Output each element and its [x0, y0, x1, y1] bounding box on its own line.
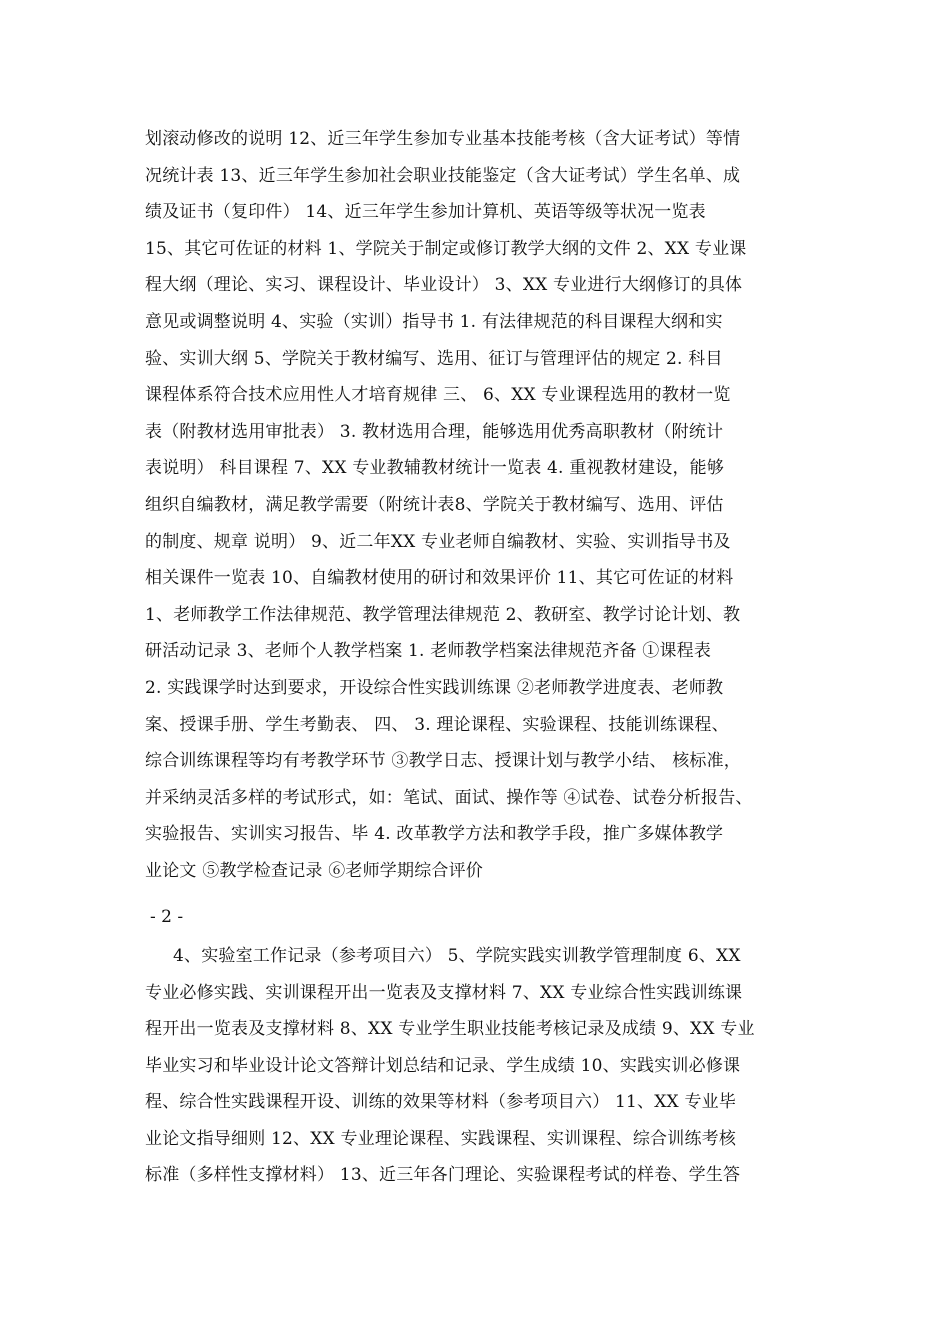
text-line: 业论文 ⑤教学检查记录 ⑥老师学期综合评价 [145, 860, 484, 881]
text-line: 程大纲（理论、实习、课程设计、毕业设计） 3、XX 专业进行大纲修订的具体 [145, 275, 743, 296]
text-line: 表（附教材选用审批表） 3. 教材选用合理，能够选用优秀高职教材（附统计 [145, 421, 724, 442]
text-line: 案、授课手册、学生考勤表、 四、 3. 理论课程、实验课程、技能训练课程、 [145, 714, 729, 735]
text-line: 1、老师教学工作法律规范、教学管理法律规范 2、教研室、教学讨论计划、教 [145, 604, 741, 625]
text-line: 研活动记录 3、老师个人教学档案 1. 老师教学档案法律规范齐备 ①课程表 [145, 641, 712, 662]
text-line: 标准（多样性支撑材料） 13、近三年各门理论、实验课程考试的样卷、学生答 [145, 1165, 741, 1185]
text-line: 2. 实践课学时达到要求，开设综合性实践训练课 ②老师教学进度表、老师教 [145, 677, 724, 698]
text-line: 毕业实习和毕业设计论文答辩计划总结和记录、学生成绩 10、实践实训必修课 [145, 1055, 741, 1076]
text-line-indented: 4、实验室工作记录（参考项目六） 5、学院实践实训教学管理制度 6、XX [173, 946, 741, 966]
text-line: 15、其它可佐证的材料 1、学院关于制定或修订教学大纲的文件 2、XX 专业课 [145, 238, 747, 259]
text-line: 绩及证书（复印件） 14、近三年学生参加计算机、英语等级等状况一览表 [145, 202, 706, 223]
text-line: 况统计表 13、近三年学生参加社会职业技能鉴定（含大证考试）学生名单、成 [145, 165, 741, 186]
text-line: 组织自编教材，满足教学需要（附统计表8、学院关于教材编写、选用、评估 [145, 494, 724, 515]
text-line: 程开出一览表及支撑材料 8、XX 专业学生职业技能考核记录及成绩 9、XX 专业 [145, 1019, 755, 1039]
text-line: 并采纳灵活多样的考试形式，如：笔试、面试、操作等 ④试卷、试卷分析报告、 [145, 787, 753, 808]
text-block-lower [145, 938, 835, 1194]
text-line: 划滚动修改的说明 12、近三年学生参加专业基本技能考核（含大证考试）等情 [145, 129, 741, 149]
text-line: 验、实训大纲 5、学院关于教材编写、选用、征订与管理评估的规定 2. 科目 [145, 348, 723, 369]
text-line: 的制度、规章 说明） 9、近二年XX 专业老师自编教材、实验、实训指导书及 [145, 531, 731, 552]
text-line: 程、综合性实践课程开设、训练的效果等材料（参考项目六） 11、XX 专业毕 [145, 1092, 737, 1112]
text-line: 实验报告、实训实习报告、毕 4. 改革教学方法和教学手段，推广多媒体教学 [145, 824, 724, 845]
text-line: 业论文指导细则 12、XX 专业理论课程、实践课程、实训课程、综合训练考核 [145, 1128, 737, 1149]
text-block-upper [145, 121, 835, 889]
text-line: 意见或调整说明 4、实验（实训）指导书 1. 有法律规范的科目课程大纲和实 [145, 311, 723, 332]
text-line: 综合训练课程等均有考教学环节 ③教学日志、授课计划与教学小结、 核标准， [145, 751, 742, 772]
text-line: 课程体系符合技术应用性人才培育规律 三、 6、XX 专业课程选用的教材一览 [145, 385, 731, 406]
text-line: 相关课件一览表 10、自编教材使用的研讨和效果评价 11、其它可佐证的材料 [145, 568, 734, 589]
text-line: 专业必修实践、实训课程开出一览表及支撑材料 7、XX 专业综合性实践训练课 [145, 982, 743, 1003]
page-number: - 2 - [150, 907, 184, 927]
text-line: 表说明） 科目课程 7、XX 专业教辅教材统计一览表 4. 重视教材建设，能够 [145, 458, 725, 479]
